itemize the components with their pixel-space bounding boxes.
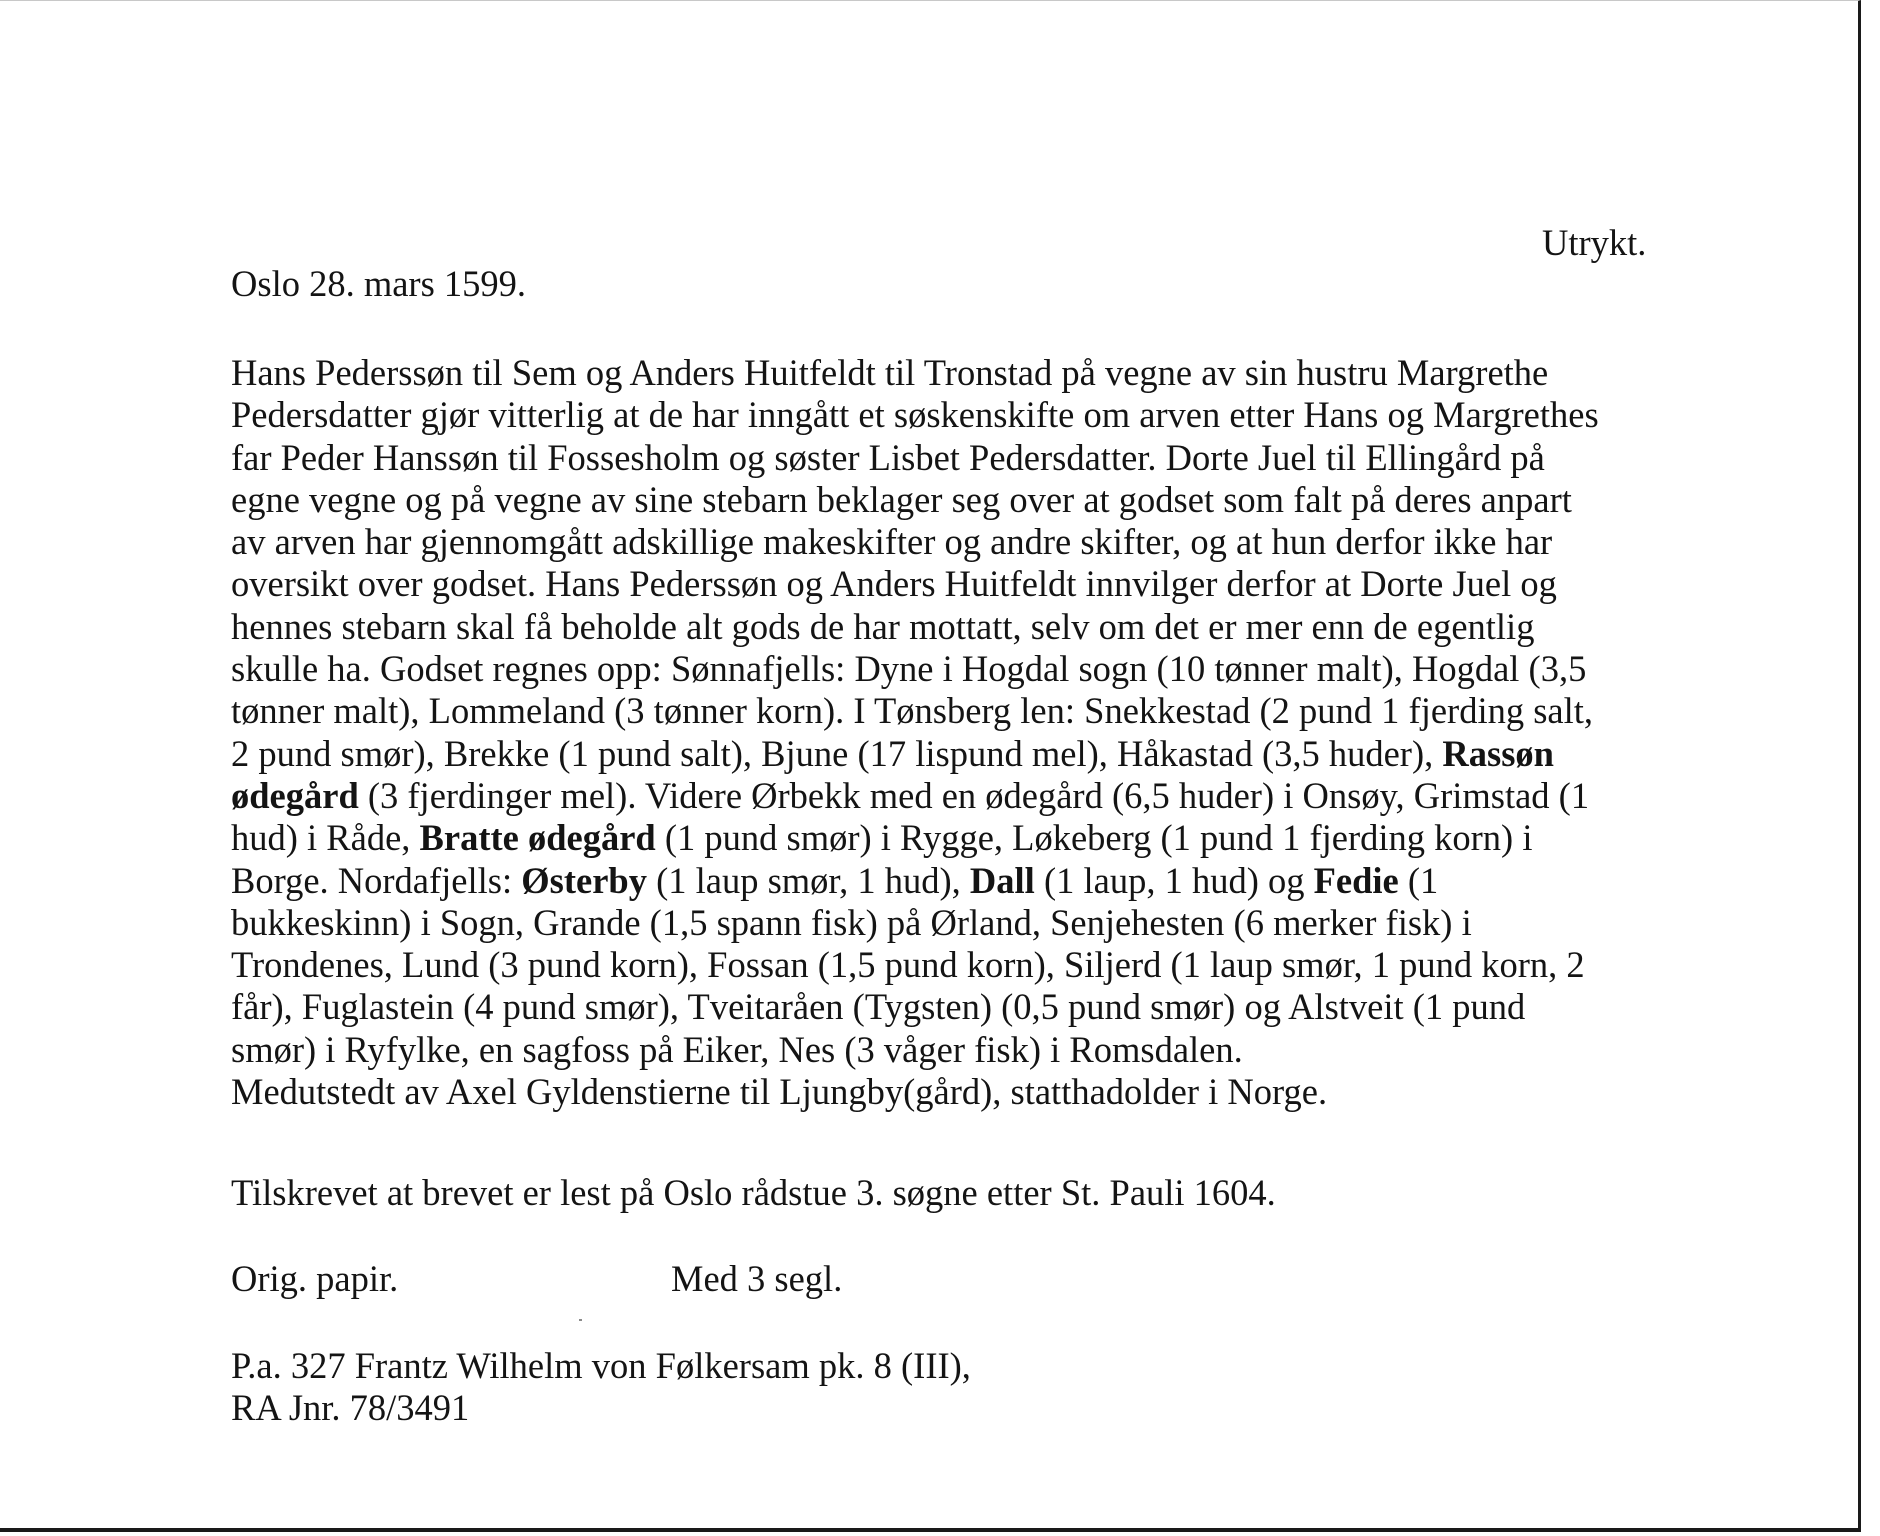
summary-text: oversikt over godset. Hans Pederssøn og Anders Huitfeldt innvilger derfor at Dorte Juel og xyxy=(231,563,1557,605)
summary-text: (1 pund smør) i Rygge, Løkeberg (1 pund 1 fjerding korn) i xyxy=(655,817,1533,859)
endorsement-note: Tilskrevet at brevet er lest på Oslo rådstue 3. søgne etter St. Pauli 1604. xyxy=(231,1172,1276,1213)
summary-line xyxy=(231,690,1599,732)
summary-text: skulle ha. Godset regnes opp: Sønnafjells: Dyne i Hogdal sogn (10 tønner malt), Hogdal (3,5 xyxy=(231,648,1587,690)
summary-text: hennes stebarn skal få beholde alt gods de har mottatt, selv om det er mer enn de egentlig xyxy=(231,605,1535,647)
summary-text: Pedersdatter gjør vitterlig at de har inngått et søskenskifte om arven etter Hans og Margrethes xyxy=(231,394,1599,436)
place-name-bold: ødegård xyxy=(231,774,359,816)
summary-text: Trondenes, Lund (3 pund korn), Fossan (1,5 pund korn), Siljerd (1 laup smør, 1 pund korn, 2 xyxy=(231,944,1585,986)
summary-text: av arven har gjennomgått adskillige makeskifter og andre skifter, og at hun derfor ikke har xyxy=(231,521,1553,563)
summary-line xyxy=(231,521,1599,563)
summary-line xyxy=(231,1071,1599,1113)
summary-line xyxy=(231,986,1599,1028)
summary-line xyxy=(231,775,1599,817)
summary-text: smør) i Ryfylke, en sagfoss på Eiker, Nes (3 våger fisk) i Romsdalen. xyxy=(231,1028,1243,1070)
summary-line xyxy=(231,606,1599,648)
summary-text: 2 pund smør), Brekke (1 pund salt), Bjune (17 lispund mel), Håkastad (3,5 huder), xyxy=(231,732,1443,774)
summary-text: (1 laup, 1 hud) og xyxy=(1034,859,1314,901)
scan-speck xyxy=(579,1319,582,1321)
seal-count: Med 3 segl. xyxy=(671,1258,843,1299)
summary-line xyxy=(231,437,1599,479)
summary-line xyxy=(231,563,1599,605)
summary-line xyxy=(231,479,1599,521)
place-name-bold: Fedie xyxy=(1313,859,1399,901)
document-summary xyxy=(231,352,1599,1113)
summary-text: (1 xyxy=(1398,859,1439,901)
summary-text: (3 fjerdinger mel). Videre Ørbekk med en ødegård (6,5 huder) i Onsøy, Grimstad (1 xyxy=(358,774,1590,816)
summary-line xyxy=(231,1029,1599,1071)
summary-text: (1 laup smør, 1 hud), xyxy=(646,859,970,901)
summary-text: hud) i Råde, xyxy=(231,817,420,859)
summary-line xyxy=(231,944,1599,986)
summary-line xyxy=(231,817,1599,859)
summary-line xyxy=(231,902,1599,944)
archive-reference xyxy=(231,1345,971,1430)
summary-line xyxy=(231,648,1599,690)
summary-text: Borge. Nordafjells: xyxy=(231,859,522,901)
summary-line xyxy=(231,733,1599,775)
publication-status: Utrykt. xyxy=(1542,222,1647,263)
archive-reference-line: P.a. 327 Frantz Wilhelm von Følkersam pk. 8 (III), xyxy=(231,1345,971,1386)
summary-line xyxy=(231,394,1599,436)
archive-reference-line: RA Jnr. 78/3491 xyxy=(231,1387,470,1429)
dateline: Oslo 28. mars 1599. xyxy=(231,263,527,304)
place-name-bold: Østerby xyxy=(521,859,647,901)
summary-text: Medutstedt av Axel Gyldenstierne til Ljungby(gård), statthadolder i Norge. xyxy=(231,1071,1328,1113)
summary-text: far Peder Hanssøn til Fossesholm og søster Lisbet Pedersdatter. Dorte Juel til Ellingård på xyxy=(231,436,1545,478)
original-material: Orig. papir. xyxy=(231,1258,399,1299)
summary-text: får), Fuglastein (4 pund smør), Tveitaråen (Tygsten) (0,5 pund smør) og Alstveit (1 pund xyxy=(231,986,1526,1028)
summary-text: egne vegne og på vegne av sine stebarn beklager seg over at godset som falt på deres anpart xyxy=(231,478,1572,520)
summary-text: tønner malt), Lommeland (3 tønner korn). I Tønsberg len: Snekkestad (2 pund 1 fjerding salt, xyxy=(231,690,1594,732)
summary-line xyxy=(231,352,1599,394)
summary-text: Hans Pederssøn til Sem og Anders Huitfeldt til Tronstad på vegne av sin hustru Margrethe xyxy=(231,352,1549,393)
summary-line xyxy=(231,860,1599,902)
place-name-bold: Dall xyxy=(969,859,1035,901)
place-name-bold: Rassøn xyxy=(1442,732,1554,774)
place-name-bold: Bratte ødegård xyxy=(419,817,656,859)
summary-text: bukkeskinn) i Sogn, Grande (1,5 spann fisk) på Ørland, Senjehesten (6 merker fisk) i xyxy=(231,901,1472,943)
